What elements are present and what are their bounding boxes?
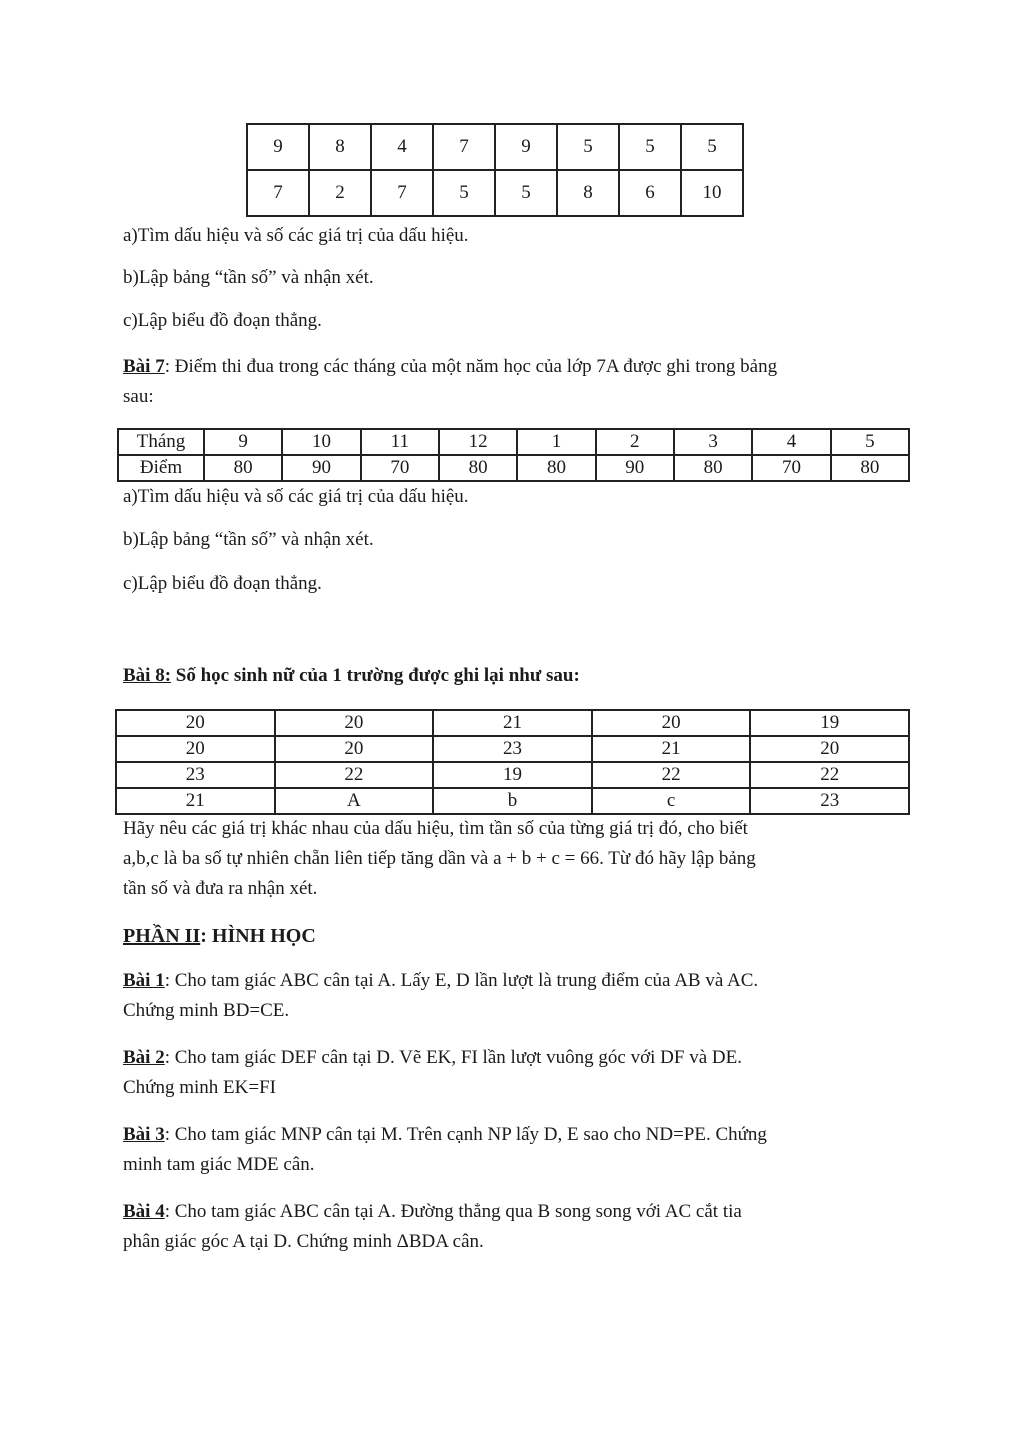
geo-text: : Cho tam giác MNP cân tại M. Trên cạnh NP lấy D, E sao cho ND=PE. Chứng — [164, 1124, 767, 1145]
table-row — [116, 736, 909, 762]
table-cell: 90 — [282, 455, 360, 481]
table-cell: 70 — [752, 455, 830, 481]
geo-problem-3-line2: minh tam giác MDE cân. — [123, 1154, 315, 1175]
part2-heading — [123, 925, 316, 947]
bai7-score-table — [117, 428, 910, 482]
table-cell: 5 — [831, 429, 909, 455]
bai8-title: Số học sinh nữ của 1 trường được ghi lại như sau: — [171, 665, 580, 686]
bai7-intro — [123, 356, 777, 378]
table-cell: 22 — [592, 762, 751, 788]
table-cell: 12 — [439, 429, 517, 455]
table-cell: 9 — [204, 429, 282, 455]
table-cell: 80 — [831, 455, 909, 481]
table-cell: 19 — [750, 710, 909, 736]
bai7-question-b: b)Lập bảng “tần số” và nhận xét. — [123, 529, 374, 550]
table-cell: 80 — [439, 455, 517, 481]
table-row — [116, 710, 909, 736]
table-cell: 7 — [371, 170, 433, 216]
table-cell: 3 — [674, 429, 752, 455]
geo-label: Bài 2 — [123, 1047, 165, 1068]
table-cell: c — [592, 788, 751, 814]
table-cell: 11 — [361, 429, 439, 455]
part2-label: PHẦN II — [123, 925, 201, 947]
table-cell: 22 — [275, 762, 434, 788]
bai8-label: Bài 8: — [123, 665, 172, 686]
header-thang: Tháng — [118, 429, 204, 455]
geo-label: Bài 4 — [123, 1201, 165, 1222]
table-cell: 5 — [495, 170, 557, 216]
table-cell: 10 — [681, 170, 743, 216]
table-cell: 1 — [517, 429, 595, 455]
bai8-student-table — [115, 709, 910, 815]
bai7-question-c: c)Lập biểu đồ đoạn thẳng. — [123, 573, 322, 594]
bai7-question-a: a)Tìm dấu hiệu và số các giá trị của dấu hiệu. — [123, 486, 469, 507]
bai6-question-a: a)Tìm dấu hiệu và số các giá trị của dấu hiệu. — [123, 225, 469, 246]
table-cell: 7 — [247, 170, 309, 216]
table-cell: 80 — [517, 455, 595, 481]
table-cell: 2 — [309, 170, 371, 216]
table-cell: 2 — [596, 429, 674, 455]
table-row — [116, 762, 909, 788]
bai7-label: Bài 7 — [123, 356, 165, 377]
table-cell: b — [433, 788, 592, 814]
table-cell: 21 — [433, 710, 592, 736]
table-cell: 20 — [275, 736, 434, 762]
table-cell: 80 — [204, 455, 282, 481]
geo-problem-3 — [123, 1124, 767, 1146]
bai6-question-c: c)Lập biểu đồ đoạn thẳng. — [123, 310, 322, 331]
geo-problem-1 — [123, 970, 758, 992]
geo-problem-4 — [123, 1201, 742, 1223]
table-cell: 4 — [371, 124, 433, 170]
table-row — [247, 124, 743, 170]
bai7-text-line2: sau: — [123, 386, 154, 407]
part2-title: : HÌNH HỌC — [200, 925, 316, 947]
table-cell: 70 — [361, 455, 439, 481]
table-cell: 5 — [557, 124, 619, 170]
table-cell: 10 — [282, 429, 360, 455]
data-table-1 — [246, 123, 744, 217]
table-cell: 90 — [596, 455, 674, 481]
table-cell: 20 — [116, 710, 275, 736]
table-cell: 23 — [433, 736, 592, 762]
geo-text: : Cho tam giác ABC cân tại A. Lấy E, D lần lượt là trung điểm của AB và AC. — [164, 970, 759, 991]
bai8-text-line3: tần số và đưa ra nhận xét. — [123, 878, 318, 899]
table-cell: 5 — [681, 124, 743, 170]
geo-problem-2 — [123, 1047, 742, 1069]
table-cell: 7 — [433, 124, 495, 170]
table-cell: 20 — [592, 710, 751, 736]
table-cell: 19 — [433, 762, 592, 788]
table-cell: 9 — [247, 124, 309, 170]
geo-problem-4-line2: phân giác góc A tại D. Chứng minh ΔBDA cân. — [123, 1231, 484, 1252]
table-cell: 80 — [674, 455, 752, 481]
header-diem: Điểm — [118, 455, 204, 481]
bai8-text-line1: Hãy nêu các giá trị khác nhau của dấu hiệu, tìm tần số của từng giá trị đó, cho biết — [123, 818, 748, 839]
table-cell: A — [275, 788, 434, 814]
table-cell: 8 — [309, 124, 371, 170]
geo-text: : Cho tam giác DEF cân tại D. Vẽ EK, FI lần lượt vuông góc với DF và DE. — [164, 1047, 742, 1068]
table-cell: 21 — [592, 736, 751, 762]
table-cell: 22 — [750, 762, 909, 788]
table-cell: 5 — [433, 170, 495, 216]
table-cell: 4 — [752, 429, 830, 455]
table-cell: 5 — [619, 124, 681, 170]
table-cell: 21 — [116, 788, 275, 814]
table-cell: 8 — [557, 170, 619, 216]
table-cell: 9 — [495, 124, 557, 170]
table-row — [118, 429, 909, 455]
table-cell: 20 — [275, 710, 434, 736]
table-row — [118, 455, 909, 481]
geo-label: Bài 3 — [123, 1124, 165, 1145]
bai7-text: : Điểm thi đua trong các tháng của một năm học của lớp 7A được ghi trong bảng — [164, 356, 778, 377]
table-cell: 23 — [750, 788, 909, 814]
geo-text: : Cho tam giác ABC cân tại A. Đường thẳng qua B song song với AC cắt tia — [164, 1201, 742, 1222]
table-row — [247, 170, 743, 216]
bai6-question-b: b)Lập bảng “tần số” và nhận xét. — [123, 267, 374, 288]
table-row — [116, 788, 909, 814]
geo-problem-1-line2: Chứng minh BD=CE. — [123, 1000, 290, 1021]
table-cell: 20 — [116, 736, 275, 762]
table-cell: 23 — [116, 762, 275, 788]
geo-label: Bài 1 — [123, 970, 165, 991]
bai8-text-line2: a,b,c là ba số tự nhiên chẵn liên tiếp tăng dần và a + b + c = 66. Từ đó hãy lập bảng — [123, 848, 756, 869]
geo-problem-2-line2: Chứng minh EK=FI — [123, 1077, 276, 1098]
table-cell: 6 — [619, 170, 681, 216]
table-cell: 20 — [750, 736, 909, 762]
bai8-heading — [123, 665, 580, 687]
